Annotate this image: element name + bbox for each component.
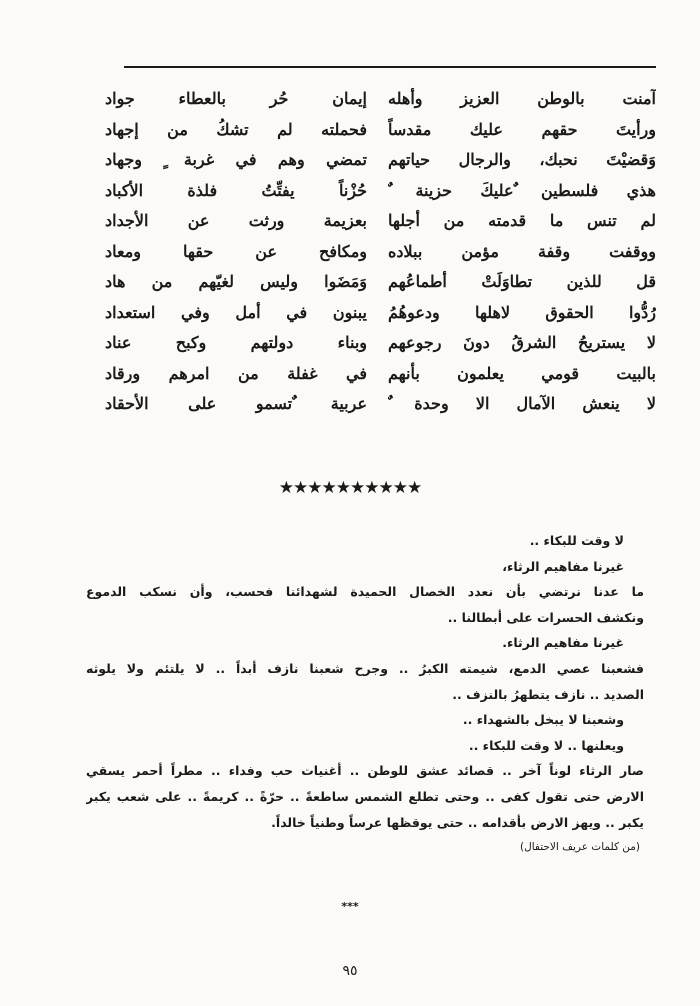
closing-stars: *** bbox=[341, 900, 359, 913]
verse-line: حُزْناً يفتِّتُ فلذة الأكباد bbox=[105, 180, 367, 200]
prose-line: يكبر .. ويهز الارض بأقدامه .. حتى يوقظها عرساً وطنياً خالداً. bbox=[271, 814, 644, 830]
prose-line: ما عدنا نرتضي بأن نعدد الخصال الحميدة لشهدائنا فحسب، وأن نسكب الدموع bbox=[86, 584, 644, 600]
verse-line: إيمان حُر بالعطاء جواد bbox=[105, 89, 367, 108]
poem-left-column bbox=[105, 84, 367, 420]
prose-line: صار الرثاء لوناً آخر .. قصائد عشق للوطن .. أغنيات حب وفداء .. مطراً أحمر يسقي bbox=[86, 763, 644, 779]
verse-line: تمضي وهم في غربة ٍ وجهاد bbox=[105, 150, 367, 169]
prose-line: غيرنا مفاهيم الرثاء. bbox=[502, 635, 624, 651]
prose-line: وشعبنا لا يبخل بالشهداء .. bbox=[462, 712, 624, 728]
verse-line: وَقضيْتَ نحبك، والرجال حياتهم bbox=[388, 150, 656, 169]
verse-line: وَمَضَوا وليس لغيّهم من هاد bbox=[105, 272, 367, 291]
poem-right-column bbox=[388, 84, 656, 420]
verse-line: ومكافح عن حقها ومعاد bbox=[105, 241, 367, 261]
verse-line: وبناء دولتهم وكبح عناد bbox=[105, 333, 367, 352]
verse-line: يبنون في أمل وفي استعداد bbox=[105, 302, 367, 322]
prose-line: لا وقت للبكاء .. bbox=[529, 533, 624, 548]
verse-line: قل للذين تطاوَلَتْ أطماعُهم bbox=[388, 272, 656, 291]
verse-line: هذي فلسطين ٌعليكَ حزينة ٌ bbox=[388, 180, 656, 200]
verse-line: بالبيت قومي يعلمون بأنهم bbox=[388, 363, 656, 383]
separator-stars: ★★★★★★★★★★ bbox=[278, 478, 422, 498]
verse-line: في غفلة من امرهم ورقاد bbox=[105, 363, 367, 383]
prose-section bbox=[86, 528, 644, 853]
prose-line: الارض حتى تقول كفى .. وحتى تطلع الشمس ساطعةً .. حرّةً .. كريمةً .. على شعب يكبر bbox=[86, 788, 644, 804]
verse-line: ووقفت وقفة مؤمن ببلاده bbox=[388, 241, 656, 261]
verse-line: لا يستريحُ الشرقُ دونَ رجوعهم bbox=[388, 333, 656, 352]
verse-line: لا ينعش الآمال الا وحدة ٌ bbox=[388, 394, 656, 413]
verse-line: عربية ٌتسمو على الأحقاد bbox=[105, 394, 367, 413]
source-note: (من كلمات عريف الاحتفال) bbox=[519, 841, 640, 854]
verse-line: آمنت بالوطن العزيز وأهله bbox=[388, 89, 656, 108]
verse-line: فحملته لم تشكُ من إجهاد bbox=[105, 119, 367, 139]
top-rule bbox=[124, 66, 656, 68]
verse-line: لم تنس ما قدمته من أجلها bbox=[388, 211, 656, 230]
page-number: ٩٥ bbox=[342, 963, 358, 979]
verse-line: بعزيمة ورثت عن الأجداد bbox=[105, 211, 367, 230]
prose-line: ويعلنها .. لا وقت للبكاء .. bbox=[468, 737, 624, 753]
verse-line: رُدُّوا الحقوق لاهلها ودعوهُمُ bbox=[388, 302, 656, 322]
prose-line: الصديد .. نازف يتطهرُ بالنزف .. bbox=[452, 686, 644, 702]
prose-line: فشعبنا عصي الدمع، شيمته الكبرُ .. وجرح شعبنا نازف أبداً .. لا يلتئم ولا يلوثه bbox=[86, 660, 644, 676]
prose-line: ونكشف الحسرات على أبطالنا .. bbox=[447, 609, 644, 625]
prose-line: غيرنا مفاهيم الرثاء، bbox=[502, 558, 624, 574]
verse-line: ورأيتَ حقهم عليك مقدساً bbox=[388, 119, 656, 139]
